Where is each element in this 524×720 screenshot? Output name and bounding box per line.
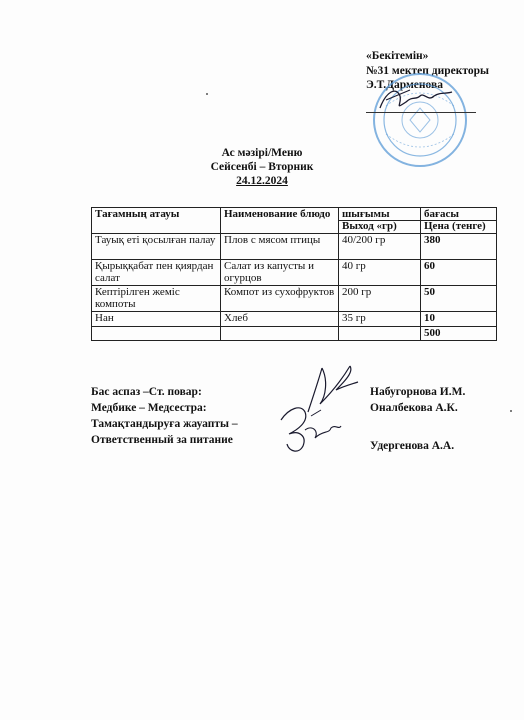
signature-roles — [91, 384, 238, 448]
cell-name-kz: Тауық еті қосылған палау — [92, 234, 221, 260]
cell-yield: 200 гр — [339, 286, 421, 312]
table-total-row — [92, 326, 497, 341]
approval-line: Э.Т.Дарменова — [366, 79, 443, 91]
cell-empty — [92, 326, 221, 341]
cell-empty — [339, 326, 421, 341]
header-price — [421, 208, 497, 234]
header-yield — [339, 208, 421, 234]
director-signature-icon — [376, 82, 456, 118]
title-line-2: Сейсенбі – Вторник — [210, 161, 314, 173]
table-row — [92, 234, 497, 260]
cell-name-ru: Плов с мясом птицы — [221, 234, 339, 260]
table-header-row — [92, 208, 497, 234]
nurse-signature-icon — [275, 400, 345, 458]
cell-yield: 40 гр — [339, 260, 421, 286]
scan-speck — [206, 93, 208, 95]
role-responsible-kz: Тамақтандыруға жауапты – — [91, 418, 238, 430]
header-price-kz: бағасы — [424, 208, 459, 220]
cell-price: 10 — [421, 312, 497, 327]
menu-table — [91, 207, 497, 341]
role-cook: Бас аспаз –Ст. повар: — [91, 386, 202, 398]
name-cook: Набугорнова И.М. — [370, 386, 466, 398]
name-nurse: Оналбекова А.К. — [370, 402, 458, 414]
cell-yield: 40/200 гр — [339, 234, 421, 260]
cell-total: 500 — [421, 326, 497, 341]
role-nurse: Медбике – Медсестра: — [91, 402, 207, 414]
header-yield-kz: шығымы — [342, 208, 390, 220]
scan-speck — [510, 410, 512, 412]
title-line-1: Ас мәзірі/Меню — [221, 147, 303, 159]
header-yield-ru: Выход «гр) — [342, 220, 397, 232]
name-responsible: Удергенова А.А. — [370, 440, 455, 452]
cell-name-kz: Кептірілген жеміс компоты — [92, 286, 221, 312]
cell-yield: 35 гр — [339, 312, 421, 327]
cell-name-ru: Салат из капусты и огурцов — [221, 260, 339, 286]
header-name-kz: Тағамның атауы — [92, 208, 221, 234]
cell-price: 60 — [421, 260, 497, 286]
menu-title — [0, 146, 524, 188]
cell-name-kz: Нан — [92, 312, 221, 327]
role-responsible-ru: Ответственный за питание — [91, 434, 233, 446]
approval-line: «Бекітемін» — [366, 50, 429, 62]
header-name-ru: Наименование блюдо — [221, 208, 339, 234]
signature-names — [370, 384, 465, 454]
table-row — [92, 260, 497, 286]
title-date: 24.12.2024 — [236, 175, 288, 187]
table-row — [92, 286, 497, 312]
cell-price: 380 — [421, 234, 497, 260]
header-price-ru: Цена (тенге) — [424, 220, 486, 232]
cell-name-ru: Хлеб — [221, 312, 339, 327]
table-row — [92, 312, 497, 327]
cell-empty — [221, 326, 339, 341]
approval-line: №31 мектеп директоры — [366, 64, 489, 77]
cell-name-kz: Қырыққабат пен қиярдан салат — [92, 260, 221, 286]
cell-price: 50 — [421, 286, 497, 312]
cell-name-ru: Компот из сухофруктов — [221, 286, 339, 312]
